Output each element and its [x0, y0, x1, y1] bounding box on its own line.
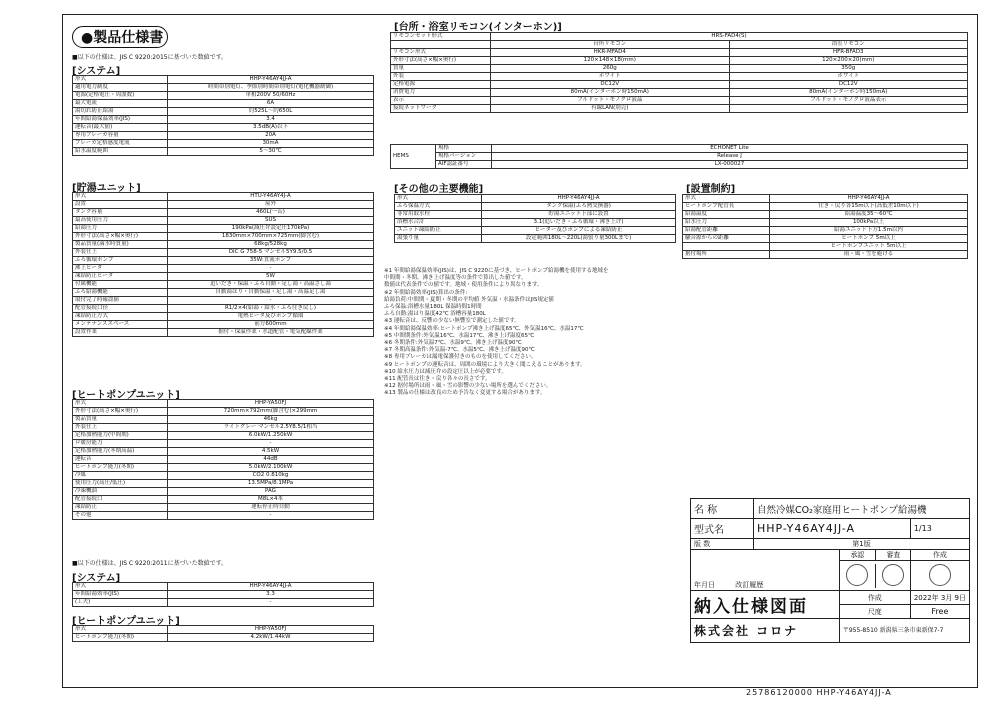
row-value: ホワイト	[729, 73, 968, 81]
row-label: 湯切れ防止給湯	[73, 108, 168, 116]
row-label: 冷凍機油	[73, 488, 168, 496]
table-row	[73, 140, 374, 148]
note-line: ※5 中間期条件:外気温16℃、水温17℃、沸き上げ温度65℃	[384, 332, 535, 339]
row-value: 460L(一缶)	[168, 209, 374, 217]
row-value: 設定範囲180L〜220L(湯張り量300Lまで)	[482, 235, 676, 243]
row-label: 表示	[391, 97, 491, 105]
row-value: 4.5kW	[168, 448, 374, 456]
hems-label: HEMS	[391, 145, 436, 169]
table-row	[73, 329, 374, 337]
table-row	[395, 219, 676, 227]
row-label: 接続ネットワーク	[391, 105, 491, 113]
tb-approve-label: 承認	[850, 551, 865, 559]
system2-heading: [システム]	[72, 573, 121, 584]
table-row	[73, 84, 374, 92]
table-row	[73, 233, 374, 241]
row-value: フルドット・モノクロ液晶表示	[729, 97, 968, 105]
row-label: 最高使用圧力	[73, 217, 168, 225]
tb-model-value: HHP-Y46AY4JJ-A	[754, 519, 911, 539]
row-label: ふろ保温方式	[395, 203, 482, 211]
row-value: 35W:直流ポンプ	[168, 257, 374, 265]
table-row	[73, 265, 374, 273]
note-line: 給湯負荷:中間期・夏期・冬期の平均値 外気温・水温条件はJIS規定値	[384, 296, 554, 303]
table-row	[395, 211, 676, 219]
row-value: 5.0kW/2.100kW	[168, 464, 374, 472]
heatpump2-table	[72, 625, 374, 642]
note-line: ※10 給水圧力は減圧弁の設定圧以上が必要です。	[384, 368, 507, 375]
row-value: 46kg	[168, 416, 374, 424]
tb-scale-label: 尺度	[839, 605, 910, 619]
tb-address: 〒955-8510 新潟県三条市東新保7-7	[839, 619, 969, 643]
remote-header-blank	[391, 41, 491, 49]
other-table	[394, 194, 676, 243]
row-value: HHP-YA50FJ	[168, 400, 374, 408]
hems-table	[390, 144, 968, 169]
row-label: 適用電力制度	[73, 84, 168, 92]
table-row	[73, 209, 374, 217]
row-label: 冷媒	[73, 472, 168, 480]
row-label: リモコン形式	[391, 49, 491, 57]
row-label: タンク容量	[73, 209, 168, 217]
table-row	[73, 148, 374, 156]
row-label: 凍結防止ヒータ	[73, 273, 168, 281]
row-value: 貯湯ユニット下部に設置	[482, 211, 676, 219]
row-value: 5〜30℃	[168, 148, 374, 156]
row-value: 給湯温度35〜60℃	[770, 211, 968, 219]
note-line: ※7 冬期高温条件:外気温-7℃、水温5℃、沸き上げ温度90℃	[384, 347, 535, 354]
row-value: 4.2kW/1.44kW	[168, 634, 374, 642]
row-value: ヒートポンプ 5m以上	[770, 235, 968, 243]
row-label: 付属機能	[73, 281, 168, 289]
row-value: HFR-BFAD3	[729, 49, 968, 57]
tb-company: 株式会社 コロナ	[691, 619, 840, 643]
row-label: 凍結防止	[73, 504, 168, 512]
table-row	[391, 57, 968, 65]
table-row	[395, 227, 676, 235]
row-value: 13.5MPa/8.1MPa	[168, 480, 374, 488]
table-row	[683, 211, 968, 219]
table-row	[73, 496, 374, 504]
row-label: 定格電源	[391, 81, 491, 89]
row-label: 外装仕上	[73, 249, 168, 257]
table-row	[683, 195, 968, 203]
row-value: タンク保温(ふろ熱交換器)	[482, 203, 676, 211]
table-row	[73, 488, 374, 496]
row-value: SUS	[168, 217, 374, 225]
row-label: 給湯配管距離	[683, 227, 770, 235]
approve-stamp	[846, 564, 868, 586]
intro-note-2: ■以下の仕様は、JIS C 9220:2011に基づいた数値です。	[72, 560, 228, 567]
row-label: 形式	[73, 76, 168, 84]
tb-blank-1	[691, 550, 840, 561]
note-line: ※2 年間給湯効率(JIS)算出の条件:	[384, 289, 468, 296]
table-row	[73, 201, 374, 209]
row-value: 44dB	[168, 456, 374, 464]
row-value: -	[168, 512, 374, 520]
row-label: 配管接続口径	[73, 305, 168, 313]
table-row	[73, 305, 374, 313]
install-heading: [設置制約]	[686, 184, 736, 195]
row-label: 規格バージョン	[436, 153, 492, 161]
row-value: 有線LAN(別売)	[491, 105, 730, 113]
row-value: HHP-Y46AY4JJ-A	[770, 195, 968, 203]
row-label: 規格	[436, 145, 492, 153]
table-row	[391, 81, 968, 89]
heatpump-heading: [ヒートポンプユニット]	[72, 390, 180, 401]
row-value: ヒートポンプユニット 5m以上	[770, 243, 968, 251]
row-value: 前方600mm	[168, 321, 374, 329]
row-label: 騒音源からの距離	[683, 235, 770, 243]
tb-model-label: 型式名	[691, 519, 754, 539]
tb-draft-label: 作成	[910, 550, 969, 561]
row-value: 3.4	[168, 116, 374, 124]
row-value: 80mA(インターホン時150mA)	[491, 89, 730, 97]
row-value: HHP-Y46AY4JJ-A	[168, 76, 374, 84]
note-line: ※4 年間給湯保温効率:ヒートポンプ沸き上げ温度65℃、外気温16℃、水温17℃	[384, 325, 584, 332]
table-row	[73, 504, 374, 512]
table-row	[683, 243, 968, 251]
table-row	[683, 203, 968, 211]
table-row	[395, 203, 676, 211]
note-line: 数値は代表条件での値です。地域・使用条件により異なります。	[384, 282, 543, 289]
table-row	[73, 124, 374, 132]
table-row	[391, 153, 968, 161]
table-row	[73, 464, 374, 472]
row-value: 据付・保温作業・水道配管・電気配線作業	[168, 329, 374, 337]
tb-revision-label: 改訂履歴	[735, 581, 764, 589]
row-value: フルドット・モノクロ液晶	[491, 97, 730, 105]
table-row	[73, 100, 374, 108]
table-row	[73, 599, 374, 607]
row-label: ふろ循環ポンプ	[73, 257, 168, 265]
row-value: -	[168, 599, 374, 607]
row-label: 据付場所	[683, 251, 770, 259]
row-value: -	[168, 265, 374, 273]
tb-page: 1/13	[910, 519, 969, 539]
table-row	[73, 626, 374, 634]
note-line: ※3 運転音は、反響の少ない無響室で測定した値です。	[384, 318, 520, 325]
row-value: -	[168, 440, 374, 448]
row-label: ふろ給湯機能	[73, 289, 168, 297]
remote-col-kitchen: 台所リモコン	[491, 41, 730, 49]
table-row	[73, 108, 374, 116]
row-value: 往き・戻り各15m以下(高低差10m以下)	[770, 203, 968, 211]
tb-name-value: 自然冷媒CO₂家庭用ヒートポンプ給湯機	[754, 499, 970, 519]
row-value: Release J	[492, 153, 968, 161]
row-label: その他	[73, 512, 168, 520]
row-label: ヒートポンプ能力(冬期)	[73, 634, 168, 642]
row-value: 68kg/528kg	[168, 241, 374, 249]
row-label: 湯張り量	[395, 235, 482, 243]
heatpump2-heading: [ヒートポンプユニット]	[72, 616, 180, 627]
note-line: ※8 専用ブレーカは漏電保護付きのものを使用してください。	[384, 354, 537, 361]
table-row	[73, 193, 374, 201]
row-value: DC12V	[491, 81, 730, 89]
remote-set-label: リモコンセット形式	[391, 33, 491, 41]
row-label: 給湯圧力	[73, 225, 168, 233]
tank-heading: [貯湯ユニット]	[72, 183, 141, 194]
table-row	[73, 424, 374, 432]
row-value: 30mA	[168, 140, 374, 148]
row-value: ヒーター及びポンプによる凍結防止	[482, 227, 676, 235]
row-value: ライトグレー マンセル2.5Y8.5/1相当	[168, 424, 374, 432]
row-value: 120×148×18(mm)	[491, 57, 730, 65]
table-row	[395, 195, 676, 203]
row-label: 消費電力	[391, 89, 491, 97]
row-value: ECHONET Lite	[492, 145, 968, 153]
check-stamp	[882, 564, 904, 586]
row-label: 浴槽水合計	[395, 219, 482, 227]
row-value: 260g	[491, 65, 730, 73]
table-row	[73, 416, 374, 424]
row-value: 3.3	[168, 591, 374, 599]
row-label: 外装	[391, 73, 491, 81]
notes	[384, 268, 609, 398]
tb-doc-title: 納入仕様図面	[691, 591, 840, 619]
row-label: 最大電流	[73, 100, 168, 108]
table-row	[73, 92, 374, 100]
row-label: メンテナンススペース	[73, 321, 168, 329]
row-label: 電源(定格電圧・周波数)	[73, 92, 168, 100]
table-row	[73, 448, 374, 456]
row-label: 運転音	[73, 456, 168, 464]
table-row	[73, 273, 374, 281]
system-table	[72, 75, 374, 156]
table-row	[73, 408, 374, 416]
row-value: 運転停止時自動	[168, 504, 374, 512]
tb-scale-value: Free	[910, 605, 969, 619]
note-line: ※9 ヒートポンプの運転音は、周囲の環境により大きく聞こえることがあります。	[384, 361, 586, 368]
table-row	[391, 161, 968, 169]
table-row	[73, 512, 374, 520]
row-label: 給湯温度	[683, 211, 770, 219]
row-label: 質量	[391, 65, 491, 73]
table-row	[73, 432, 374, 440]
row-label: 配管接続口	[73, 496, 168, 504]
row-label: ユニット凍結防止	[395, 227, 482, 235]
row-value: CO2 0.810kg	[168, 472, 374, 480]
row-label: 製品質量(満水時質量)	[73, 241, 168, 249]
row-value: HHP-Y46AY4JJ-A	[482, 195, 676, 203]
row-label: 形式	[73, 400, 168, 408]
row-label: 外形寸法(高さ×幅×奥行)	[391, 57, 491, 65]
table-row	[73, 634, 374, 642]
row-value: HKR-MFAD4	[491, 49, 730, 57]
tb-created-value: 2022年 3月 9日	[910, 591, 969, 605]
row-label: 外形寸法(高さ×幅×奥行)	[73, 408, 168, 416]
table-row	[73, 241, 374, 249]
row-value: 350g	[729, 65, 968, 73]
remote-col-bath: 浴室リモコン	[729, 41, 968, 49]
row-value: 100kPa以上	[770, 219, 968, 227]
row-value: 190kPa(減圧弁設定圧170kPa)	[168, 225, 374, 233]
table-row	[73, 132, 374, 140]
row-label: 非常用取水栓	[395, 211, 482, 219]
row-value: 80mA(インターホン時150mA)	[729, 89, 968, 97]
table-row	[73, 480, 374, 488]
note-line: ふろ自動:湯はり温度42℃ 浴槽容量180L	[384, 311, 486, 318]
tb-date-label: 年月日	[694, 581, 715, 589]
row-label: 形式	[73, 626, 168, 634]
heatpump-table	[72, 399, 374, 520]
row-value: HHP-YA50FJ	[168, 626, 374, 634]
table-row	[395, 235, 676, 243]
note-line: ふろ保温:浴槽水量180L 保温時間1時間	[384, 304, 482, 311]
table-row	[73, 456, 374, 464]
table-row	[73, 257, 374, 265]
table-row	[391, 145, 968, 153]
other-heading: [その他の主要機能]	[394, 184, 484, 195]
note-line: ※11 配管長は往き・戻り各々の長さです。	[384, 376, 491, 383]
row-label: 形式	[73, 583, 168, 591]
system-heading: [システム]	[72, 66, 121, 77]
remote-set-value: HRS-FAD4(S)	[491, 33, 968, 41]
row-value: DIC G 758-5 マンセル5Y9.5/0.5	[168, 249, 374, 257]
table-row	[391, 49, 968, 57]
row-value: 720mm×792mm(脚含む)×299mm	[168, 408, 374, 416]
title-block	[690, 498, 970, 643]
row-label: 形式	[395, 195, 482, 203]
row-label: ヒートポンプ能力(冬期)	[73, 464, 168, 472]
row-value: M8L×4本	[168, 496, 374, 504]
table-row	[73, 217, 374, 225]
row-label: 定格加熱能力(冬期高温)	[73, 448, 168, 456]
row-label: 運転音(最大値)	[73, 124, 168, 132]
tb-check-label: 審査	[875, 550, 911, 560]
table-row	[683, 227, 968, 235]
row-value: ホワイト	[491, 73, 730, 81]
row-value: 6A	[168, 100, 374, 108]
row-label: 年間給湯保温効率(JIS)	[73, 116, 168, 124]
table-row	[683, 219, 968, 227]
table-row	[683, 251, 968, 259]
row-label: 設置	[73, 201, 168, 209]
row-label: 外装仕上	[73, 424, 168, 432]
intro-note: ■以下の仕様は、JIS C 9220:2015に基づいた数値です。	[72, 54, 228, 61]
row-label: 設置作業	[73, 329, 168, 337]
tb-version-value: 第1版	[754, 539, 970, 550]
table-row	[73, 76, 374, 84]
row-value: HTU-Y46AY4J-A	[168, 193, 374, 201]
row-value: 追いだき・保温・ふろ自動・足し湯・高温さし湯	[168, 281, 374, 289]
row-label: 凍結防止方式	[73, 313, 168, 321]
row-value: DC12V	[729, 81, 968, 89]
row-label: 取付完了時確認値	[73, 297, 168, 305]
table-row	[683, 235, 968, 243]
note-line: ※13 製品の仕様は改良のため予告なく変更する場合があります。	[384, 390, 546, 397]
note-line: ※6 冬期条件:外気温7℃、水温9℃、沸き上げ温度90℃	[384, 340, 522, 347]
table-row	[391, 73, 968, 81]
table-row	[73, 289, 374, 297]
table-row	[73, 249, 374, 257]
table-row	[73, 472, 374, 480]
table-row	[73, 400, 374, 408]
row-label: ヒートポンプ配管長	[683, 203, 770, 211]
row-label: 定格加熱能力(中間期)	[73, 432, 168, 440]
table-row	[73, 116, 374, 124]
table-row	[73, 321, 374, 329]
row-label: 沸上ヒータ	[73, 265, 168, 273]
footer-code: 25786120000 HHP-Y46AY4JJ-A	[746, 688, 892, 697]
tb-version-label: 版 数	[691, 539, 754, 550]
row-label: (工夫)	[73, 599, 168, 607]
system2-table	[72, 582, 374, 607]
table-row	[73, 225, 374, 233]
row-value: -	[168, 297, 374, 305]
table-row	[391, 97, 968, 105]
row-value: 6.0kW/1.250kW	[168, 432, 374, 440]
row-label: 専用ブレーカ容量	[73, 132, 168, 140]
row-label: ロ暖房能力	[73, 440, 168, 448]
table-row	[391, 89, 968, 97]
remote-heading: [台所・浴室リモコン(インターホン)]	[394, 22, 562, 33]
row-value: PAG	[168, 488, 374, 496]
row-value: 5W	[168, 273, 374, 281]
row-label: 年間給湯効率(JIS)	[73, 591, 168, 599]
row-value: 3.5dB(A)以下	[168, 124, 374, 132]
install-table	[682, 194, 968, 259]
row-value: 約525L〜約650L	[168, 108, 374, 116]
note-line: 中間期・冬期、沸き上げ温度等の条件で算出した値です。	[384, 275, 527, 282]
row-label: ブレーカ定格感度電流	[73, 140, 168, 148]
row-label: 使用圧力(高圧/低圧)	[73, 480, 168, 488]
tb-created-label: 作成	[839, 591, 910, 605]
row-value: 屋外	[168, 201, 374, 209]
table-row	[73, 281, 374, 289]
page-title: ●製品仕様書	[72, 26, 168, 48]
row-value: 自動湯はり・自動保温・足し湯・高温足し湯	[168, 289, 374, 297]
row-value: LX-000027	[492, 161, 968, 169]
row-value: 1830mm×700mm×725mm(脚含む)	[168, 233, 374, 241]
row-value: 電熱ヒータ及びポンプ循環	[168, 313, 374, 321]
row-value: 給湯ユニット下方1.5m以内	[770, 227, 968, 235]
table-row	[391, 65, 968, 73]
row-value	[729, 105, 968, 113]
remote-table	[390, 32, 968, 113]
row-value: 雨・風・雪を避ける	[770, 251, 968, 259]
note-line: ※12 据付場所は雨・風・雪の影響の少ない場所を選んでください。	[384, 383, 552, 390]
row-label: 形式	[683, 195, 770, 203]
row-value: 3.1(追いだき・ふろ循環・沸き上げ)	[482, 219, 676, 227]
table-row	[73, 583, 374, 591]
draft-stamp	[929, 564, 951, 586]
table-row	[73, 297, 374, 305]
row-label: 給水温度範囲	[73, 148, 168, 156]
table-row	[73, 591, 374, 599]
row-label: 外形寸法(高さ×幅×奥行)	[73, 233, 168, 241]
note-line: ※1 年間給湯保温効率(JIS)は、JIS C 9220に基づき、ヒートポンプ給湯機を使用する地域を	[384, 268, 609, 274]
tank-table	[72, 192, 374, 337]
row-label	[683, 243, 770, 251]
row-label: 給水圧力	[683, 219, 770, 227]
row-value: 時間帯別電灯、季節別時間帯別電灯(電化機器制御)	[168, 84, 374, 92]
table-row	[73, 440, 374, 448]
tb-name-label: 名 称	[691, 499, 754, 519]
row-label: 製品質量	[73, 416, 168, 424]
row-value: HHP-Y46AY4JJ-A	[168, 583, 374, 591]
table-row	[391, 105, 968, 113]
table-row	[73, 313, 374, 321]
row-value: 20A	[168, 132, 374, 140]
row-label: 形式	[73, 193, 168, 201]
row-value: 120×200×20(mm)	[729, 57, 968, 65]
row-value: R1/2×4(給湯・給水・ふろ往き戻し)	[168, 305, 374, 313]
row-value: 単相200V 50/60Hz	[168, 92, 374, 100]
row-label: AIF認証番号	[436, 161, 492, 169]
